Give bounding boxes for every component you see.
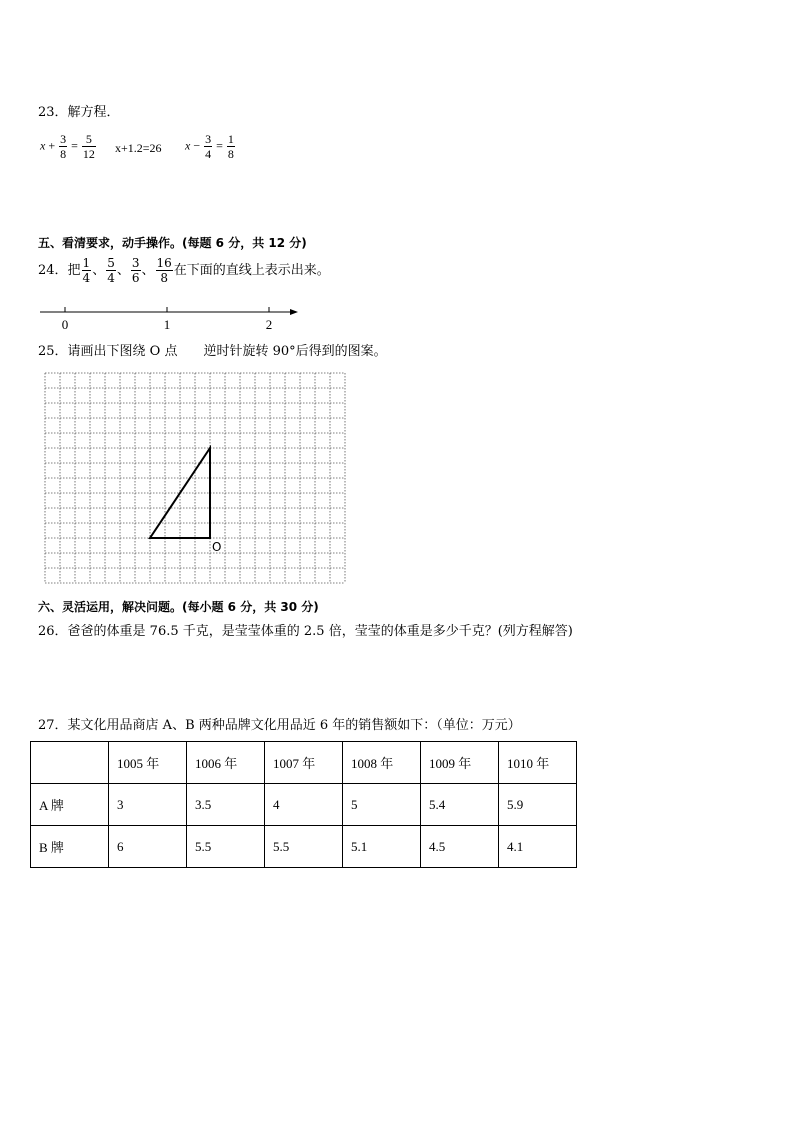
table-cell [31, 742, 109, 784]
table-row-label: A 牌 [31, 784, 109, 826]
table-cell: 5.5 [265, 826, 343, 868]
q24-prefix: 24．把 [38, 262, 81, 278]
q23-equation-3 [185, 132, 236, 161]
q24-frac-4: $\frac{16}{8}$ [156, 256, 172, 285]
tick-label-2: 2 [265, 317, 273, 332]
q27-title: 27．某文化用品商店 A、B 两种品牌文化用品近 6 年的销售额如下：（单位：万元） [38, 718, 521, 733]
eq3-frac-right: $\frac{1}{8}$ [227, 132, 234, 161]
eq1-frac-left: $\frac{3}{8}$ [60, 132, 67, 161]
tick-label-0: 0 [61, 317, 69, 332]
q24-frac-1: $\frac{1}{4}$ [82, 256, 91, 285]
q25-title: 25．请画出下图绕 O 点 逆时针旋转 90°后得到的图案。 [38, 344, 387, 359]
drawing-grid[interactable] [44, 372, 346, 588]
q24-statement: 24．把 $\frac{1}{4}$ 、 $\frac{5}{4}$ 、 $\frac{3}{6}$ 、 $\frac{16}{8}$ 在下面的直线上表示出来。 [38, 256, 330, 285]
table-header-row [31, 742, 577, 784]
table-cell: 5 [343, 784, 421, 826]
table-cell: 5.9 [499, 784, 577, 826]
q23-equation-1 [40, 132, 97, 161]
table-cell: 5.5 [187, 826, 265, 868]
eq1-equals: = [71, 138, 78, 153]
eq3-op: − [193, 138, 201, 153]
eq1-frac-right: $\frac{5}{12}$ [82, 132, 95, 161]
eq1-op: + [48, 138, 56, 153]
q24-frac-3: $\frac{3}{6}$ [131, 256, 140, 285]
table-header: 1007 年 [265, 742, 343, 784]
table-cell: 6 [109, 826, 187, 868]
eq3-equals: = [216, 138, 223, 153]
table-header: 1008 年 [343, 742, 421, 784]
q23-equation-2: x+1.2=26 [115, 141, 162, 155]
table-cell: 4.5 [421, 826, 499, 868]
q23-title: 23．解方程． [38, 105, 120, 120]
table-cell: 3 [109, 784, 187, 826]
table-header: 1010 年 [499, 742, 577, 784]
sales-table [30, 741, 577, 868]
eq3-var: x [185, 138, 191, 153]
table-cell: 5.4 [421, 784, 499, 826]
section-5-title: 五、看清要求，动手操作。(每题 6 分，共 12 分) [38, 236, 307, 250]
point-o-label: O [212, 540, 222, 554]
q26-title: 26．爸爸的体重是 76.5 千克，是莹莹体重的 2.5 倍，莹莹的体重是多少千克？(列方程解答) [38, 624, 573, 639]
table-header: 1006 年 [187, 742, 265, 784]
table-cell: 3.5 [187, 784, 265, 826]
section-6-title: 六、灵活运用，解决问题。(每小题 6 分，共 30 分) [38, 600, 319, 614]
table-header: 1009 年 [421, 742, 499, 784]
number-line-arrow [290, 309, 298, 315]
table-cell: 5.1 [343, 826, 421, 868]
tick-label-1: 1 [163, 317, 171, 332]
table-cell: 4 [265, 784, 343, 826]
table-cell: 4.1 [499, 826, 577, 868]
number-line [36, 302, 306, 336]
table-row-label: B 牌 [31, 826, 109, 868]
table-row [31, 784, 577, 826]
eq1-var: x [40, 138, 46, 153]
eq3-frac-left: $\frac{3}{4}$ [205, 132, 212, 161]
q24-frac-2: $\frac{5}{4}$ [107, 256, 115, 285]
table-row [31, 826, 577, 868]
table-header: 1005 年 [109, 742, 187, 784]
q24-suffix: 在下面的直线上表示出来。 [173, 262, 330, 278]
